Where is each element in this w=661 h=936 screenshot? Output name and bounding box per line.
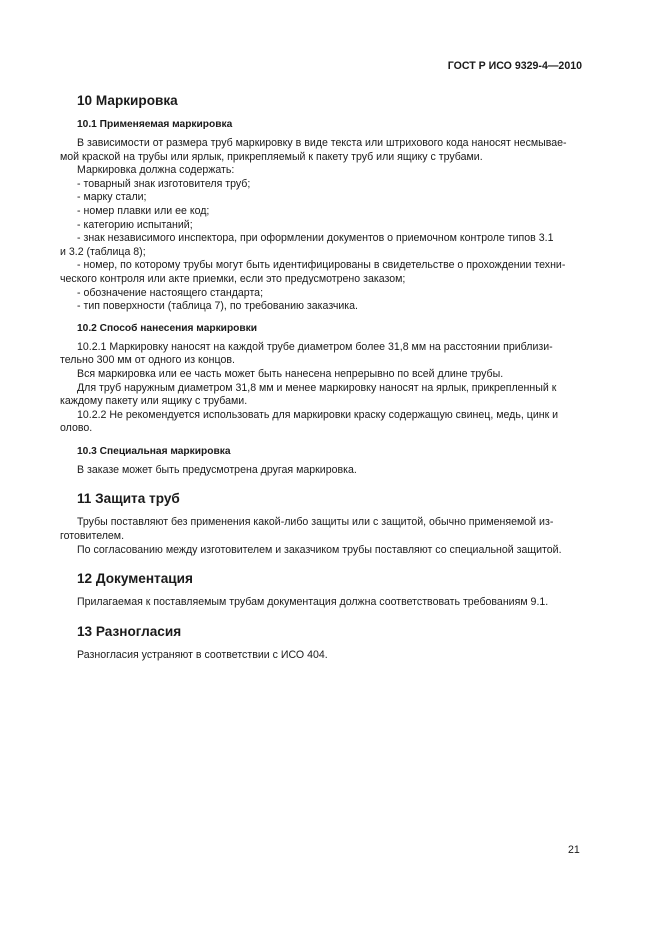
section-10-heading: 10 Маркировка bbox=[77, 93, 178, 108]
section-11-body bbox=[60, 516, 582, 557]
paragraph-line: олово. bbox=[60, 422, 93, 435]
paragraph-line: Для труб наружным диаметром 31,8 мм и менее маркировку наносят на ярлык, прикрепленный к bbox=[77, 381, 557, 394]
paragraph-line: Трубы поставляют без применения какой-либо защиты или с защитой, обычно применяемой из- bbox=[77, 516, 554, 529]
list-item-continuation: и 3.2 (таблица 8); bbox=[60, 245, 146, 258]
paragraph-line: 10.2.2 Не рекомендуется использовать для маркировки краску содержащую свинец, медь, цинк и bbox=[77, 408, 559, 421]
list-item: - номер, по которому трубы могут быть идентифицированы в свидетельстве о прохождении техни- bbox=[77, 259, 566, 272]
section-12-heading: 12 Документация bbox=[77, 571, 193, 587]
paragraph-line: тельно 300 мм от одного из концов. bbox=[60, 354, 235, 367]
list-item: - тип поверхности (таблица 7), по требованию заказчика. bbox=[77, 300, 358, 313]
section-10-2-body bbox=[60, 341, 582, 436]
paragraph-line: В заказе может быть предусмотрена другая маркировка. bbox=[77, 463, 357, 476]
paragraph-line: Разногласия устраняют в соответствии с ИСО 404. bbox=[77, 648, 328, 661]
document-header: ГОСТ Р ИСО 9329-4—2010 bbox=[447, 60, 582, 72]
list-item: - обозначение настоящего стандарта; bbox=[77, 286, 264, 299]
paragraph-line: готовителем. bbox=[60, 530, 125, 543]
paragraph-line: Маркировка должна содержать: bbox=[77, 164, 235, 177]
paragraph-line: каждому пакету или ящику с трубами. bbox=[60, 395, 248, 408]
paragraph-line: мой краской на трубы или ярлык, прикрепляемый к пакету труб или ящику с трубами. bbox=[60, 150, 483, 163]
section-10-2-heading: 10.2 Способ нанесения маркировки bbox=[77, 322, 258, 334]
section-10-1-body bbox=[60, 137, 582, 314]
section-10-1-heading: 10.1 Применяемая маркировка bbox=[77, 119, 233, 130]
section-10-3-body bbox=[60, 464, 582, 478]
paragraph-line: Прилагаемая к поставляемым трубам документация должна соответствовать требованиям 9.1. bbox=[77, 596, 549, 609]
paragraph-line: 10.2.1 Маркировку наносят на каждой трубе диаметром более 31,8 мм на расстоянии приблизи- bbox=[77, 340, 553, 353]
list-item: - знак независимого инспектора, при оформлении документов о приемочном контроле типов 3.1 bbox=[77, 232, 554, 245]
section-10-3-heading: 10.3 Специальная маркировка bbox=[77, 445, 231, 457]
list-item: - марку стали; bbox=[77, 191, 147, 204]
section-12-body bbox=[60, 596, 582, 610]
page-number: 21 bbox=[568, 844, 580, 856]
list-item: - товарный знак изготовителя труб; bbox=[77, 177, 251, 190]
paragraph-line: Вся маркировка или ее часть может быть нанесена непрерывно по всей длине трубы. bbox=[77, 367, 504, 380]
paragraph-line: В зависимости от размера труб маркировку в виде текста или штрихового кода наносят несмывае- bbox=[77, 137, 567, 149]
section-11-heading: 11 Защита труб bbox=[77, 491, 180, 507]
paragraph-line: По согласованию между изготовителем и заказчиком трубы поставляют со специальной защитой. bbox=[77, 543, 562, 556]
list-item: - категорию испытаний; bbox=[77, 218, 193, 231]
section-13-body bbox=[60, 649, 582, 663]
page-content bbox=[60, 88, 582, 662]
list-item: - номер плавки или ее код; bbox=[77, 204, 210, 217]
section-13-heading: 13 Разногласия bbox=[77, 623, 182, 639]
list-item-continuation: ческого контроля или акте приемки, если это предусмотрено заказом; bbox=[60, 272, 406, 285]
